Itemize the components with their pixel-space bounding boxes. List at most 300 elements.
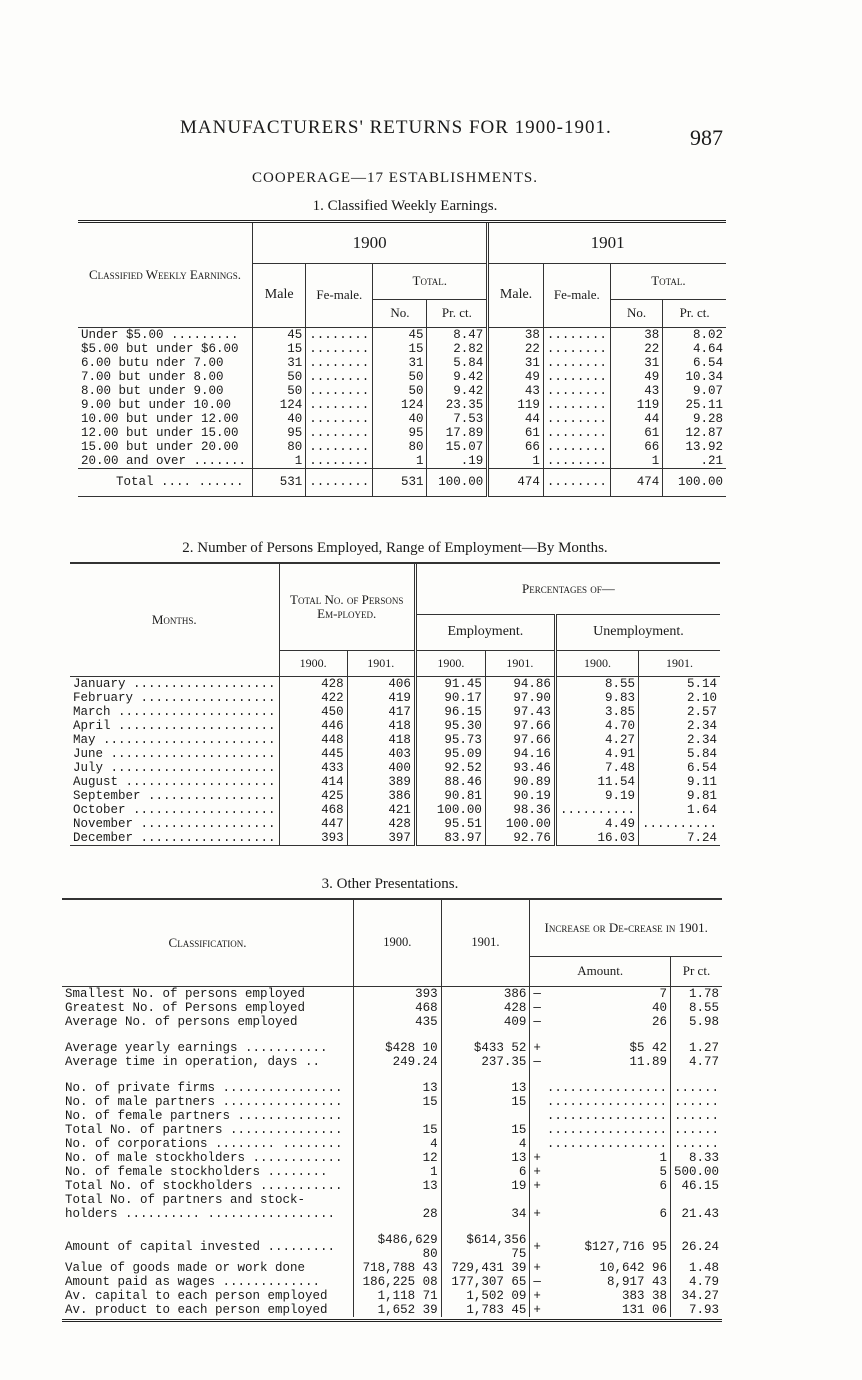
spacer-cell	[441, 1069, 530, 1081]
classification-label: No. of female stockholders ........	[65, 1164, 328, 1179]
prct-1900-header: Pr. ct.	[427, 299, 488, 327]
s3-1901-header: 1901.	[441, 900, 530, 986]
page-header-title: MANUFACTURERS' RETURNS FOR 1900-1901.	[180, 117, 612, 138]
spacer-cell	[354, 1221, 442, 1233]
cell-s	[530, 1095, 544, 1109]
cell-s	[530, 1109, 544, 1123]
table-row	[62, 1193, 722, 1207]
employment-1901-col: 1901.	[485, 650, 555, 676]
total-row	[78, 468, 726, 496]
section3-stub-header: Classification.	[168, 934, 247, 950]
cell-s	[530, 1193, 544, 1207]
cell-b	[441, 1109, 530, 1123]
month-label: February ..................	[73, 690, 276, 705]
cell-n1: 31	[610, 356, 662, 370]
cell-b: 13	[441, 1151, 530, 1165]
cell-d: 21.43	[670, 1207, 722, 1221]
cell-s	[530, 1123, 544, 1137]
table-row	[62, 1207, 722, 1221]
s3-1900-header: 1900.	[354, 900, 442, 986]
spacer-cell	[670, 1221, 722, 1233]
cell-p1: 9.07	[663, 384, 726, 398]
cell-p0: 5.84	[427, 356, 488, 370]
earnings-class-label: Under $5.00 .........	[81, 327, 239, 342]
cell-b: 418	[347, 733, 415, 747]
cell-s: —	[530, 1055, 544, 1069]
cell-d: 90.19	[485, 789, 555, 803]
table-row	[70, 817, 720, 831]
total-cell-m1: 474	[488, 468, 544, 496]
cell-d: ......	[670, 1123, 722, 1137]
table-row	[70, 691, 720, 705]
table-row	[78, 327, 726, 342]
section3-title: 3. Other Presentations.	[321, 876, 459, 892]
cell-c	[544, 1193, 671, 1207]
cell-b: 417	[347, 705, 415, 719]
page-number: 987	[690, 125, 723, 150]
cell-f: 5.84	[638, 747, 720, 761]
cell-d: 46.15	[670, 1179, 722, 1193]
cell-d: 1.48	[670, 1261, 722, 1275]
cell-f0: ........	[306, 426, 373, 440]
total-row-label: Total .... ......	[78, 468, 253, 496]
classification-label: Value of goods made or work done	[65, 1260, 306, 1275]
cell-c: 96.15	[415, 705, 485, 719]
cell-b: 418	[347, 719, 415, 733]
cell-p0: .19	[427, 454, 488, 469]
cell-d: 97.66	[485, 733, 555, 747]
cell-c: ................	[546, 1136, 667, 1151]
cell-e: 4.27	[555, 733, 638, 747]
classification-label: No. of private firms ................	[65, 1080, 343, 1095]
classification-label: Greatest No. of Persons employed	[65, 1000, 306, 1015]
earnings-class-label: 15.00 but under 20.00	[81, 439, 239, 454]
cell-f1: ........	[543, 342, 610, 356]
cell-d: 1.78	[670, 986, 722, 1001]
classification-label: Average No. of persons employed	[65, 1014, 298, 1029]
cell-f1: ........	[543, 426, 610, 440]
cell-m1: 49	[488, 370, 544, 384]
cell-c: $5 42	[629, 1040, 667, 1055]
total-cell-m0: 531	[253, 468, 306, 496]
cell-n0: 124	[373, 398, 427, 412]
month-label: June ......................	[73, 746, 276, 761]
cell-b: 1,502 09	[441, 1289, 530, 1303]
cell-f1: ........	[543, 384, 610, 398]
cell-s: —	[530, 1015, 544, 1029]
cell-n0: 1	[373, 454, 427, 469]
classification-label: No. of corporations ........ ........	[65, 1136, 343, 1151]
total-cell-f1: ........	[543, 468, 610, 496]
cell-e: 4.91	[555, 747, 638, 761]
cell-n0: 80	[373, 440, 427, 454]
table-row	[70, 733, 720, 747]
cell-a: 425	[279, 789, 347, 803]
cell-c: 95.51	[415, 817, 485, 831]
table-row	[78, 426, 726, 440]
cell-e: 4.70	[555, 719, 638, 733]
table-row	[70, 705, 720, 719]
classification-label: Av. capital to each person employed	[65, 1288, 328, 1303]
cell-b: 6	[441, 1165, 530, 1179]
month-label: September .................	[73, 788, 276, 803]
cell-b	[441, 1193, 530, 1207]
table-row	[62, 1165, 722, 1179]
prct-header: Pr ct.	[670, 956, 722, 986]
table-row	[70, 676, 720, 691]
table-row	[62, 986, 722, 1001]
spacer-cell	[670, 1069, 722, 1081]
cell-p0: 8.47	[427, 327, 488, 342]
month-label: March .....................	[73, 704, 276, 719]
spacer-cell	[544, 1221, 671, 1233]
cell-p1: 8.02	[663, 327, 726, 342]
cell-a: 448	[279, 733, 347, 747]
cell-s: —	[530, 1001, 544, 1015]
cell-f: 9.11	[638, 775, 720, 789]
earnings-class-label: 10.00 but under 12.00	[81, 411, 239, 426]
cell-f: 9.81	[638, 789, 720, 803]
cell-p1: 10.34	[663, 370, 726, 384]
cell-n1: 38	[610, 327, 662, 342]
cell-a: 446	[279, 719, 347, 733]
table-row	[78, 384, 726, 398]
cell-b: 386	[441, 986, 530, 1001]
classification-label: Amount paid as wages .............	[65, 1274, 321, 1289]
cell-c: 95.73	[415, 733, 485, 747]
table-row	[62, 1289, 722, 1303]
cell-c: 7	[659, 986, 667, 1001]
cell-a: 422	[279, 691, 347, 705]
cell-b: 729,431 39	[441, 1261, 530, 1275]
table-row	[78, 398, 726, 412]
table-row	[62, 1095, 722, 1109]
cell-f1: ........	[543, 398, 610, 412]
cell-n0: 15	[373, 342, 427, 356]
cell-p0: 17.89	[427, 426, 488, 440]
table-row	[62, 1001, 722, 1015]
cell-f0: ........	[306, 412, 373, 426]
cell-m0: 80	[253, 440, 306, 454]
cell-n0: 40	[373, 412, 427, 426]
cell-m0: 15	[253, 342, 306, 356]
group-spacer	[62, 1221, 722, 1233]
male-1900-header: Male	[253, 263, 306, 327]
cell-b: 15	[441, 1123, 530, 1137]
total-1900-header: Total.	[373, 263, 488, 299]
cell-f0: ........	[306, 440, 373, 454]
cell-d: 92.76	[485, 831, 555, 846]
cell-n0: 50	[373, 384, 427, 398]
cell-d: 94.16	[485, 747, 555, 761]
cell-c: 83.97	[415, 831, 485, 846]
cell-b: 34	[441, 1207, 530, 1221]
table-row	[78, 412, 726, 426]
cell-c: 5	[659, 1164, 667, 1179]
month-label: December ..................	[73, 830, 276, 845]
table-row	[62, 1041, 722, 1055]
cell-f0: ........	[306, 370, 373, 384]
cell-m0: 1	[253, 454, 306, 469]
amount-header: Amount.	[530, 956, 671, 986]
employment-header: Employment.	[415, 614, 555, 650]
cell-c: 95.30	[415, 719, 485, 733]
spacer-cell	[670, 1029, 722, 1041]
cell-e: 9.19	[555, 789, 638, 803]
cell-b: 389	[347, 775, 415, 789]
cell-m0: 50	[253, 370, 306, 384]
cell-n0: 50	[373, 370, 427, 384]
cell-c: 8,917 43	[606, 1274, 667, 1289]
no-1900-header: No.	[373, 299, 427, 327]
cell-b: 386	[347, 789, 415, 803]
classification-label: Av. product to each person employed	[65, 1302, 328, 1317]
classification-label: Average yearly earnings ...........	[65, 1040, 328, 1055]
cell-b: 4	[441, 1137, 530, 1151]
unemployment-1901-col: 1901.	[638, 650, 720, 676]
cell-f0: ........	[306, 454, 373, 469]
cell-m1: 38	[488, 327, 544, 342]
table-row	[70, 747, 720, 761]
earnings-class-label: 12.00 but under 15.00	[81, 425, 239, 440]
cell-p0: 7.53	[427, 412, 488, 426]
cell-f: 6.54	[638, 761, 720, 775]
cell-a: 186,225 08	[354, 1275, 442, 1289]
month-label: April .....................	[73, 718, 276, 733]
cell-c: ................	[546, 1108, 667, 1123]
total-cell-n1: 474	[610, 468, 662, 496]
table-row	[70, 803, 720, 817]
cell-s: +	[530, 1261, 544, 1275]
section3-bottom-rule	[62, 1319, 722, 1322]
earnings-class-label: 7.00 but under 8.00	[81, 369, 224, 384]
cell-a: 468	[279, 803, 347, 817]
cell-c: 95.09	[415, 747, 485, 761]
cell-f: 5.14	[638, 676, 720, 691]
no-1901-header: No.	[610, 299, 662, 327]
cell-c: 1	[659, 1150, 667, 1165]
cell-m0: 40	[253, 412, 306, 426]
cell-s: —	[530, 986, 544, 1001]
cell-c: 100.00	[415, 803, 485, 817]
cell-p0: 2.82	[427, 342, 488, 356]
cell-c: 26	[651, 1014, 667, 1029]
spacer-cell	[354, 1029, 442, 1041]
cell-m0: 45	[253, 327, 306, 342]
classification-label: No. of female partners ..............	[65, 1108, 343, 1123]
cell-n1: 44	[610, 412, 662, 426]
table-row	[78, 342, 726, 356]
cell-d: 1.27	[670, 1041, 722, 1055]
cell-f: 2.10	[638, 691, 720, 705]
table-row	[62, 1261, 722, 1275]
cell-m1: 61	[488, 426, 544, 440]
total-cell-n0: 531	[373, 468, 427, 496]
cell-c: 11.89	[629, 1054, 667, 1069]
cell-e: 4.49	[555, 817, 638, 831]
cell-f1: ........	[543, 412, 610, 426]
cell-s	[530, 1137, 544, 1151]
classification-label: Smallest No. of persons employed	[65, 986, 306, 1001]
earnings-class-label: 8.00 but under 9.00	[81, 383, 224, 398]
cell-f1: ........	[543, 370, 610, 384]
cell-a: 15	[354, 1095, 442, 1109]
female-1901-header: Fe-male.	[543, 263, 610, 327]
cell-p0: 9.42	[427, 370, 488, 384]
cell-f1: ........	[543, 327, 610, 342]
cell-a: 433	[279, 761, 347, 775]
cell-n0: 45	[373, 327, 427, 342]
cell-b: 19	[441, 1179, 530, 1193]
percentages-header: Percentages of—	[415, 564, 720, 614]
table-row	[62, 1179, 722, 1193]
cell-a: 435	[354, 1015, 442, 1029]
table-row	[62, 1015, 722, 1029]
spacer-cell	[441, 1221, 530, 1233]
cell-d: 93.46	[485, 761, 555, 775]
cell-f: 1.64	[638, 803, 720, 817]
cell-e: 3.85	[555, 705, 638, 719]
cell-n1: 49	[610, 370, 662, 384]
cell-c: 88.46	[415, 775, 485, 789]
cell-d: 5.98	[670, 1015, 722, 1029]
cell-d: ......	[670, 1109, 722, 1123]
cell-a: 249.24	[354, 1055, 442, 1069]
spacer-cell	[62, 1029, 354, 1041]
cell-c: 90.17	[415, 691, 485, 705]
cell-f1: ........	[543, 356, 610, 370]
cell-p1: 9.28	[663, 412, 726, 426]
classification-label: Total No. of partners ...............	[65, 1122, 343, 1137]
cell-f0: ........	[306, 384, 373, 398]
cell-c: ................	[546, 1080, 667, 1095]
table-row	[62, 1303, 722, 1317]
cell-m0: 95	[253, 426, 306, 440]
cell-m1: 22	[488, 342, 544, 356]
group-spacer	[62, 1069, 722, 1081]
cell-d: 97.66	[485, 719, 555, 733]
cell-s: +	[530, 1233, 544, 1261]
total-persons-header: Total No. of Persons Em-ployed.	[279, 564, 415, 650]
cell-m1: 1	[488, 454, 544, 469]
cell-c: 10,642 96	[599, 1260, 667, 1275]
cell-b: 13	[441, 1081, 530, 1095]
cell-a: 1	[354, 1165, 442, 1179]
cell-d: 97.43	[485, 705, 555, 719]
cell-a: 447	[279, 817, 347, 831]
cell-d: 26.24	[670, 1233, 722, 1261]
spacer-cell	[530, 1221, 544, 1233]
cell-b: 177,307 65	[441, 1275, 530, 1289]
cell-c: 6	[659, 1206, 667, 1221]
cell-f: ..........	[638, 817, 720, 831]
table-row	[62, 1081, 722, 1095]
persons-employed-by-month-table	[70, 564, 720, 846]
cell-e: ..........	[555, 803, 638, 817]
cell-c: 90.81	[415, 789, 485, 803]
cell-s: —	[530, 1275, 544, 1289]
cell-d: ......	[670, 1081, 722, 1095]
cell-a: 445	[279, 747, 347, 761]
cell-b: 400	[347, 761, 415, 775]
cell-s: +	[530, 1041, 544, 1055]
cell-a: 1,118 71	[354, 1289, 442, 1303]
cell-b: $433 52	[441, 1041, 530, 1055]
cell-s: +	[530, 1303, 544, 1317]
prct-1901-header: Pr. ct.	[663, 299, 726, 327]
cell-m1: 31	[488, 356, 544, 370]
spacer-cell	[530, 1029, 544, 1041]
cell-d: 8.55	[670, 1001, 722, 1015]
cell-n1: 22	[610, 342, 662, 356]
table-row	[70, 761, 720, 775]
table-row	[70, 719, 720, 733]
cell-d: ......	[670, 1137, 722, 1151]
spacer-cell	[354, 1069, 442, 1081]
classification-label: Amount of capital invested .........	[65, 1239, 336, 1254]
cell-a: 428	[279, 676, 347, 691]
section1-title: 1. Classified Weekly Earnings.	[312, 198, 498, 214]
cell-b: 1,783 45	[441, 1303, 530, 1317]
cell-p1: .21	[663, 454, 726, 469]
cell-f0: ........	[306, 398, 373, 412]
cell-m1: 43	[488, 384, 544, 398]
cell-n1: 119	[610, 398, 662, 412]
classification-label: holders .......... .................	[65, 1206, 336, 1221]
cell-e: 7.48	[555, 761, 638, 775]
spacer-cell	[530, 1069, 544, 1081]
cell-f: 2.34	[638, 733, 720, 747]
cell-a: 15	[354, 1123, 442, 1137]
cell-b: 419	[347, 691, 415, 705]
cell-e: 16.03	[555, 831, 638, 846]
cell-p0: 15.07	[427, 440, 488, 454]
section2-table-container	[70, 562, 720, 846]
cell-m1: 119	[488, 398, 544, 412]
cell-a: 4	[354, 1137, 442, 1151]
earnings-class-label: $5.00 but under $6.00	[81, 341, 239, 356]
cell-d: ......	[670, 1095, 722, 1109]
cell-f: 2.34	[638, 719, 720, 733]
classification-label: No. of male partners ................	[65, 1094, 343, 1109]
table-row	[62, 1233, 722, 1261]
cell-c: ................	[546, 1122, 667, 1137]
cell-d: 4.79	[670, 1275, 722, 1289]
cell-s: +	[530, 1165, 544, 1179]
classification-label: No. of male stockholders ............	[65, 1150, 343, 1165]
table-row	[62, 1275, 722, 1289]
cell-m0: 124	[253, 398, 306, 412]
group-spacer	[62, 1029, 722, 1041]
total-1901-header: Total.	[610, 263, 726, 299]
cell-s: +	[530, 1179, 544, 1193]
section1-table-container	[78, 220, 726, 497]
cell-a: 393	[354, 986, 442, 1001]
cell-f: 7.24	[638, 831, 720, 846]
cell-b: 403	[347, 747, 415, 761]
cell-f0: ........	[306, 342, 373, 356]
total-cell-p0: 100.00	[427, 468, 488, 496]
cell-p1: 25.11	[663, 398, 726, 412]
cell-c: 92.52	[415, 761, 485, 775]
spacer-cell	[441, 1029, 530, 1041]
spacer-cell	[62, 1221, 354, 1233]
cell-a: 12	[354, 1151, 442, 1165]
table-row	[62, 1109, 722, 1123]
earnings-class-label: 9.00 but under 10.00	[81, 397, 232, 412]
section3-table-container	[62, 898, 722, 1322]
table-row	[70, 775, 720, 789]
